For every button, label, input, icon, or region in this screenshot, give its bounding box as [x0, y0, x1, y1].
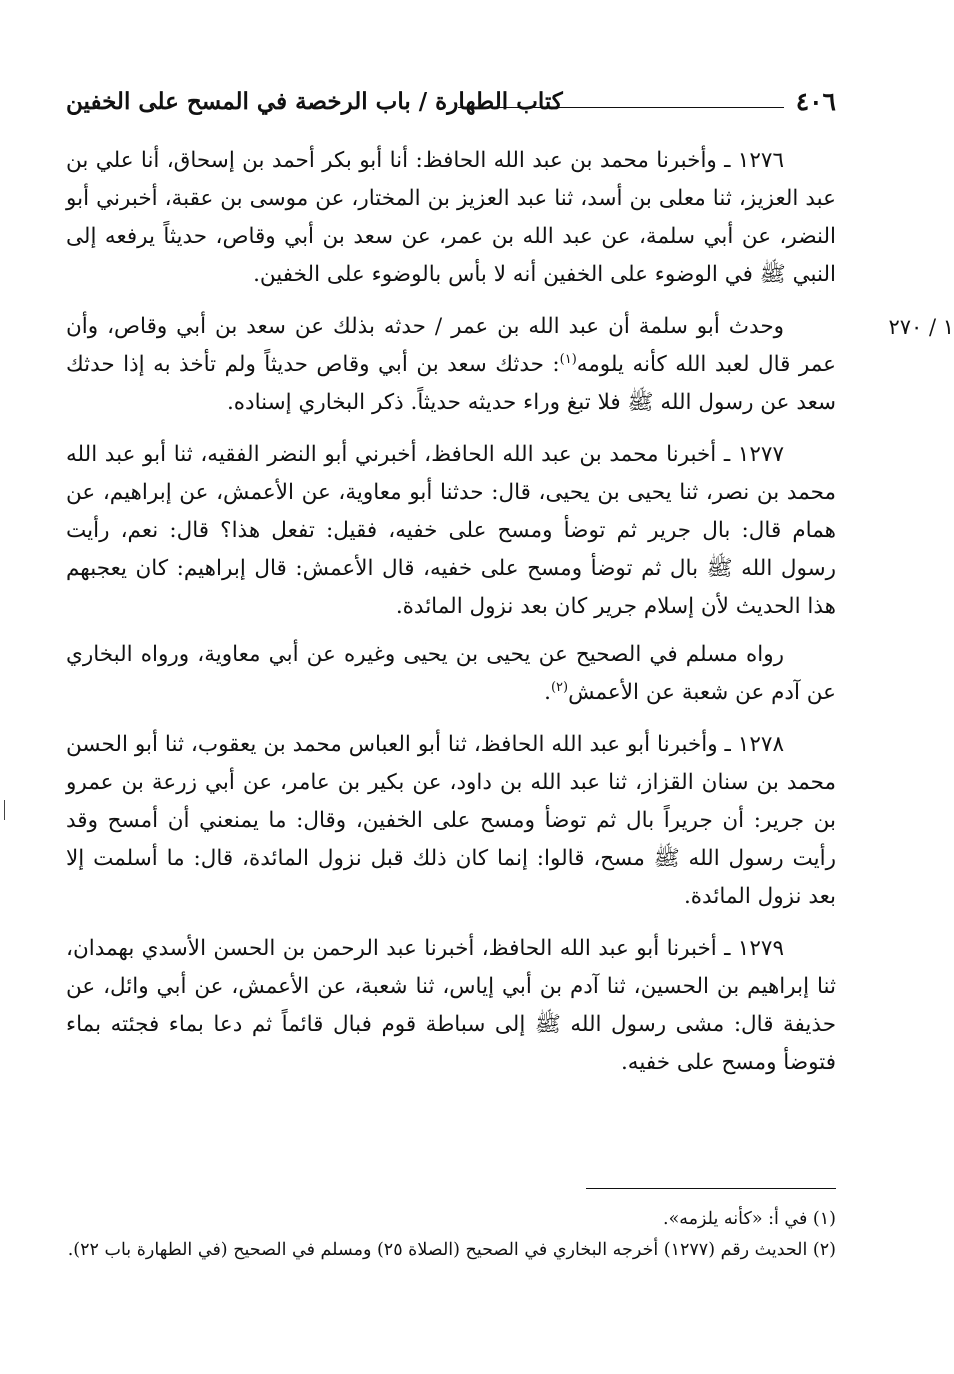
- margin-reference: ١ / ٢٧٠: [888, 315, 954, 339]
- narration-abu-salama: [66, 308, 954, 422]
- footnote-separator: [586, 1188, 836, 1189]
- paragraph-text: ١٢٧٨ ـ وأخبرنا أبو عبد الله الحافظ، ثنا أبو العباس محمد بن يعقوب، ثنا أبو الحسن محمد بن سنان القزاز، ثنا عبد الله بن داود، عن بكير بن عامر، عن أبي زرعة بن عمرو بن جرير: أن جريراً بال ثم توضأ ومسح على الخفين، وقال: ما يمنعني أن أمسح وقد رأيت رسول الله ﷺ مسح، قالوا: إنما كان ذلك قبل نزول المائدة، قال: ما أسلمت إلا بعد نزول المائدة.: [66, 732, 836, 909]
- page-number: ٤٠٦: [795, 87, 836, 116]
- paragraph-text-continued: .: [544, 680, 551, 705]
- hadith-1278: [66, 726, 836, 916]
- footnote-marker-2: (٢): [550, 679, 569, 695]
- running-header: [66, 82, 836, 122]
- footnote-marker-1: (١): [559, 351, 577, 367]
- paragraph-text: رواه مسلم في الصحيح عن يحيى بن يحيى وغيره عن أبي معاوية، ورواه البخاري عن آدم عن شعبة عن الأعمش: [66, 642, 836, 705]
- footnote-2: (٢) الحديث رقم (١٢٧٧) أخرجه البخاري في الصحيح (الصلاة ٢٥) ومسلم في الصحيح (في الطهارة باب ٢٢).: [67, 1240, 836, 1260]
- running-title: كتاب الطهارة / باب الرخصة في المسح على الخفين: [66, 88, 563, 115]
- paragraph-text: ١٢٧٧ ـ أخبرنا محمد بن عبد الله الحافظ، أخبرني أبو النضر الفقيه، ثنا أبو عبد الله محمد بن نصر، ثنا يحيى بن يحيى، قال: حدثنا أبو معاوية، عن الأعمش، عن إبراهيم، عن همام قال: بال جرير ثم توضأ ومسح على خفيه، فقيل: تفعل هذا؟ قال: نعم، رأيت رسول الله ﷺ بال ثم توضأ ومسح على خفيه، قال الأعمش: قال إبراهيم: كان يعجبهم هذا الحديث لأن إسلام جرير كان بعد نزول المائدة.: [66, 442, 836, 619]
- paragraph-text: ١٢٧٩ ـ أخبرنا أبو عبد الله الحافظ، أخبرنا عبد الرحمن بن الحسن الأسدي بهمدان، ثنا إبراهيم بن الحسين، ثنا آدم بن أبي إياس، ثنا شعبة، عن الأعمش، عن أبي وائل، عن حذيفة قال: مشى رسول الله ﷺ إلى سباطة قوم فبال قائماً ثم دعا بماء فجئته بماء فتوضأ ومسح على خفيه.: [66, 936, 836, 1075]
- paragraph-text: وحدث أبو سلمة أن عبد الله بن عمر / حدثه بذلك عن سعد بن أبي وقاص، وأن عمر قال لعبد الله كأنه يلومه: [66, 314, 836, 377]
- footnotes: [66, 1204, 836, 1266]
- scan-edge-mark: [4, 800, 5, 820]
- hadith-1279: [66, 930, 836, 1082]
- riwaya-note: [66, 636, 836, 712]
- footnote-1: (١) في أ: «كأنه يلزمه».: [663, 1209, 836, 1229]
- hadith-1276: [66, 142, 836, 294]
- paragraph-text: ١٢٧٦ ـ وأخبرنا محمد بن عبد الله الحافظ: أنا أبو بكر أحمد بن إسحاق، أنا علي بن عبد العزيز، ثنا معلى بن أسد، ثنا عبد العزيز بن المختار، عن موسى بن عقبة، أخبرني أبو النضر، عن أبي سلمة، عن عبد الله بن عمر، عن سعد بن أبي وقاص، حديثاً يرفعه إلى النبي ﷺ في الوضوء على الخفين أنه لا بأس بالوضوء على الخفين.: [66, 148, 836, 287]
- hadith-1277: [66, 436, 836, 626]
- paragraph-text-continued: : حدثك سعد بن أبي وقاص حديثاً ولم تأخذ به إذا حدثك سعد عن رسول الله ﷺ فلا تبغ وراء حديثه حديثاً. ذكر البخاري إسناده.: [66, 352, 836, 415]
- main-text: [66, 142, 954, 1082]
